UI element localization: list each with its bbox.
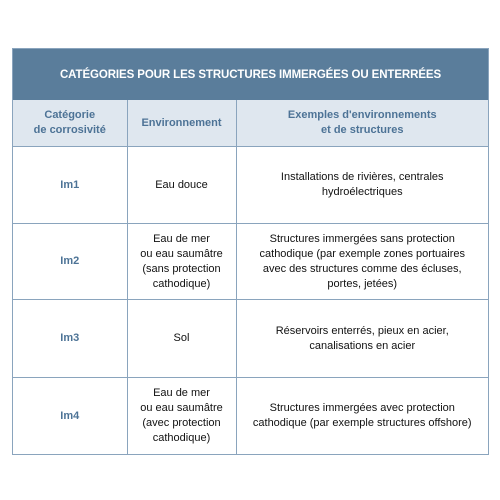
table-title: CATÉGORIES POUR LES STRUCTURES IMMERGÉES OU ENTERRÉES xyxy=(13,49,488,100)
category-cell: Im3 xyxy=(13,300,127,378)
category-cell: Im4 xyxy=(13,378,127,455)
corrosivity-grid xyxy=(13,100,488,454)
header-row xyxy=(13,100,488,147)
examples-cell: Structures immergées sans protection cathodique (par exemple zones portuaires avec des structures comme des écluses, portes, jetées) xyxy=(236,224,488,300)
environment-cell: Eau douce xyxy=(127,147,236,224)
environment-cell: Eau de mer ou eau saumâtre (sans protection cathodique) xyxy=(127,224,236,300)
header-environment: Environnement xyxy=(127,100,236,147)
table-row xyxy=(13,378,488,455)
table-row xyxy=(13,224,488,300)
category-cell: Im1 xyxy=(13,147,127,224)
header-examples: Exemples d'environnements et de structures xyxy=(236,100,488,147)
header-category: Catégorie de corrosivité xyxy=(13,100,127,147)
table-row xyxy=(13,300,488,378)
environment-cell: Sol xyxy=(127,300,236,378)
examples-cell: Réservoirs enterrés, pieux en acier, canalisations en acier xyxy=(236,300,488,378)
corrosivity-table xyxy=(12,48,489,455)
table-row xyxy=(13,147,488,224)
examples-cell: Structures immergées avec protection cathodique (par exemple structures offshore) xyxy=(236,378,488,455)
examples-cell: Installations de rivières, centrales hydroélectriques xyxy=(236,147,488,224)
category-cell: Im2 xyxy=(13,224,127,300)
environment-cell: Eau de mer ou eau saumâtre (avec protection cathodique) xyxy=(127,378,236,455)
